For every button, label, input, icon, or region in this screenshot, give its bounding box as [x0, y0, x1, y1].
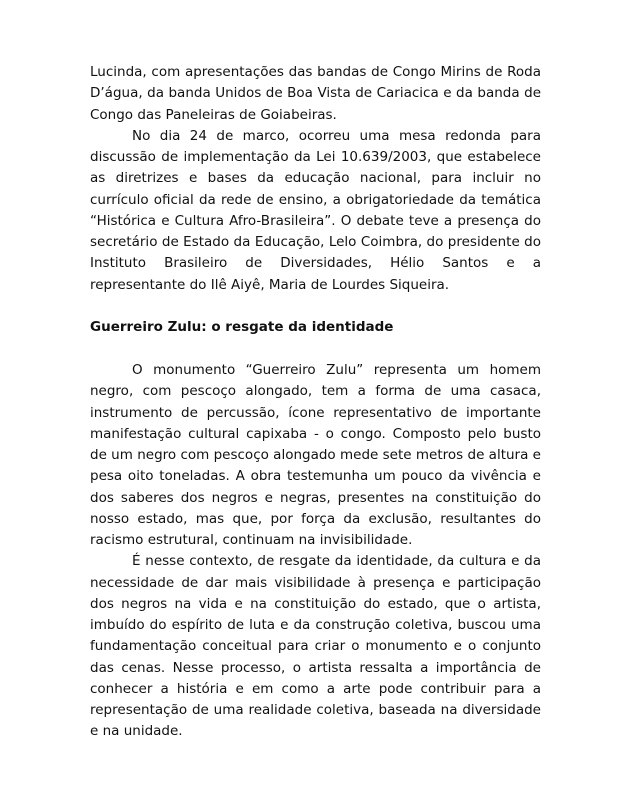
paragraph-contexto: É nesse contexto, de resgate da identidade, da cultura e da necessidade de dar mais visibilidade à presença e participação dos negros na vida e na constituição do estado, que o artista, imbuído do espírito de luta e da construção coletiva, buscou uma fundamentação conceitual para criar o monumento e o conjunto das cenas. Nesse processo, o artista ressalta a importância de conhecer a história e em como a arte pode contribuir para a representação de uma realidade coletiva, baseada na diversidade e na unidade.: [90, 553, 541, 740]
spacer: [90, 338, 541, 360]
paragraph-continuation: Lucinda, com apresentações das bandas de Congo Mirins de Roda D’água, da banda Unidos de Boa Vista de Cariacica e da banda de Congo das Paneleiras de Goiabeiras.: [90, 64, 541, 123]
spacer: [90, 296, 541, 317]
paragraph-monumento: O monumento “Guerreiro Zulu” representa um homem negro, com pescoço alongado, tem a forma de uma casaca, instrumento de percussão, ícone representativo de importante manifestação cultural capixaba - o congo. Composto pelo busto de um negro com pescoço alongado mede sete metros de altura e pesa oito toneladas. A obra testemunha um pouco da vivência e dos saberes dos negros e negras, presentes na constituição do nosso estado, mas que, por força da exclusão, resultantes do racismo estrutural, continuam na invisibilidade.: [90, 362, 541, 548]
document-body: [90, 62, 541, 743]
section-heading: Guerreiro Zulu: o resgate da identidade: [90, 318, 394, 335]
paragraph-lei-10639: No dia 24 de marco, ocorreu uma mesa redonda para discussão de implementação da Lei 10.639/2003, que estabelece as diretrizes e bases da educação nacional, para incluir no currículo oficial da rede de ensino, a obrigatoriedade da temática “Histórica e Cultura Afro-Brasileira”. O debate teve a presença do secretário de Estado da Educação, Lelo Coimbra, do presidente do Instituto Brasileiro de Diversidades, Hélio Santos e a representante do Ilê Aiyê, Maria de Lourdes Siqueira.: [90, 127, 541, 293]
